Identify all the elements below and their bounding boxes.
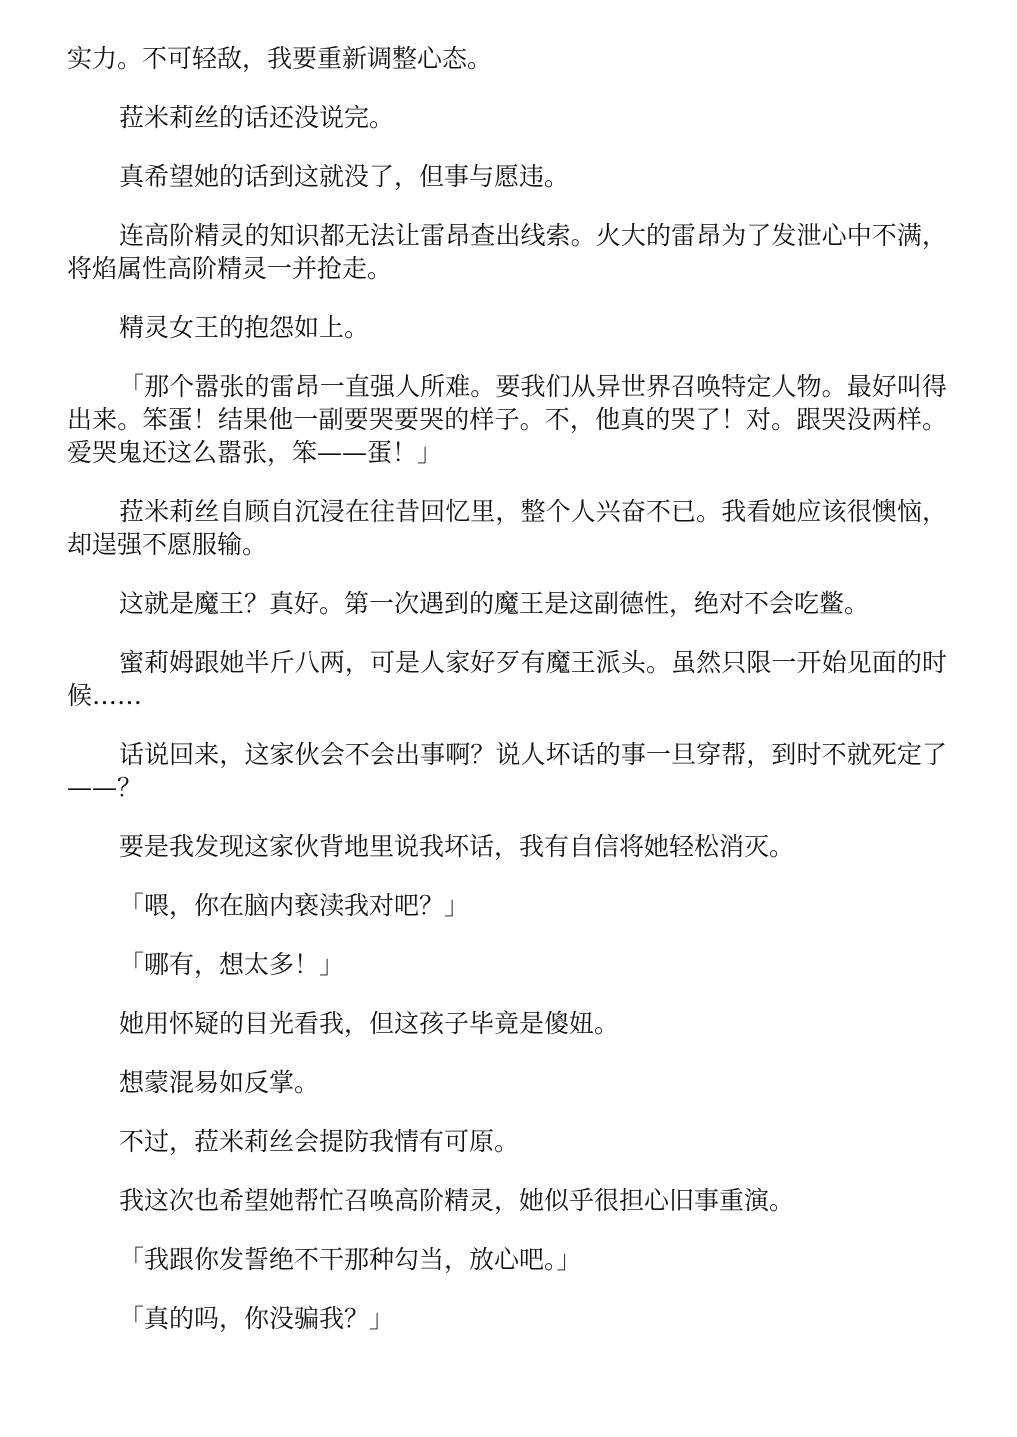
document-page bbox=[67, 42, 947, 1361]
paragraph: 「真的吗，你没骗我？」 bbox=[119, 1304, 395, 1333]
paragraph: 她用怀疑的目光看我，但这孩子毕竟是傻妞。 bbox=[119, 1009, 620, 1038]
paragraph: 菈米莉丝自顾自沉浸在往昔回忆里，整个人兴奋不已。我看她应该很懊恼，却逞强不愿服输。 bbox=[67, 497, 947, 559]
paragraph: 实力。不可轻敌，我要重新调整心态。 bbox=[67, 44, 493, 73]
paragraph: 这就是魔王？真好。第一次遇到的魔王是这副德性，绝对不会吃鳖。 bbox=[119, 589, 870, 618]
paragraph: 我这次也希望她帮忙召唤高阶精灵，她似乎很担心旧事重演。 bbox=[119, 1186, 795, 1215]
paragraph: 「我跟你发誓绝不干那种勾当，放心吧。」 bbox=[119, 1245, 582, 1274]
paragraph: 不过，菈米莉丝会提防我情有可原。 bbox=[119, 1127, 520, 1156]
paragraph: 「哪有，想太多！」 bbox=[119, 950, 345, 979]
paragraph: 「那个嚣张的雷昂一直强人所难。要我们从异世界召唤特定人物。最好叫得出来。笨蛋！结果他一副要哭要哭的样子。不，他真的哭了！对。跟哭没两样。爱哭鬼还这么嚣张，笨——蛋！」 bbox=[67, 372, 947, 467]
paragraph: 菈米莉丝的话还没说完。 bbox=[119, 103, 395, 132]
paragraph: 连高阶精灵的知识都无法让雷昂查出线索。火大的雷昂为了发泄心中不满，将焰属性高阶精灵一并抢走。 bbox=[67, 221, 947, 283]
paragraph: 真希望她的话到这就没了，但事与愿违。 bbox=[119, 162, 570, 191]
paragraph: 想蒙混易如反掌。 bbox=[119, 1068, 320, 1097]
paragraph: 「喂，你在脑内亵渎我对吧？」 bbox=[119, 891, 470, 920]
paragraph: 话说回来，这家伙会不会出事啊？说人坏话的事一旦穿帮，到时不就死定了——？ bbox=[67, 740, 947, 802]
paragraph: 精灵女王的抱怨如上。 bbox=[119, 313, 370, 342]
paragraph: 蜜莉姆跟她半斤八两，可是人家好歹有魔王派头。虽然只限一开始见面的时候…… bbox=[67, 648, 947, 710]
paragraph: 要是我发现这家伙背地里说我坏话，我有自信将她轻松消灭。 bbox=[119, 832, 795, 861]
